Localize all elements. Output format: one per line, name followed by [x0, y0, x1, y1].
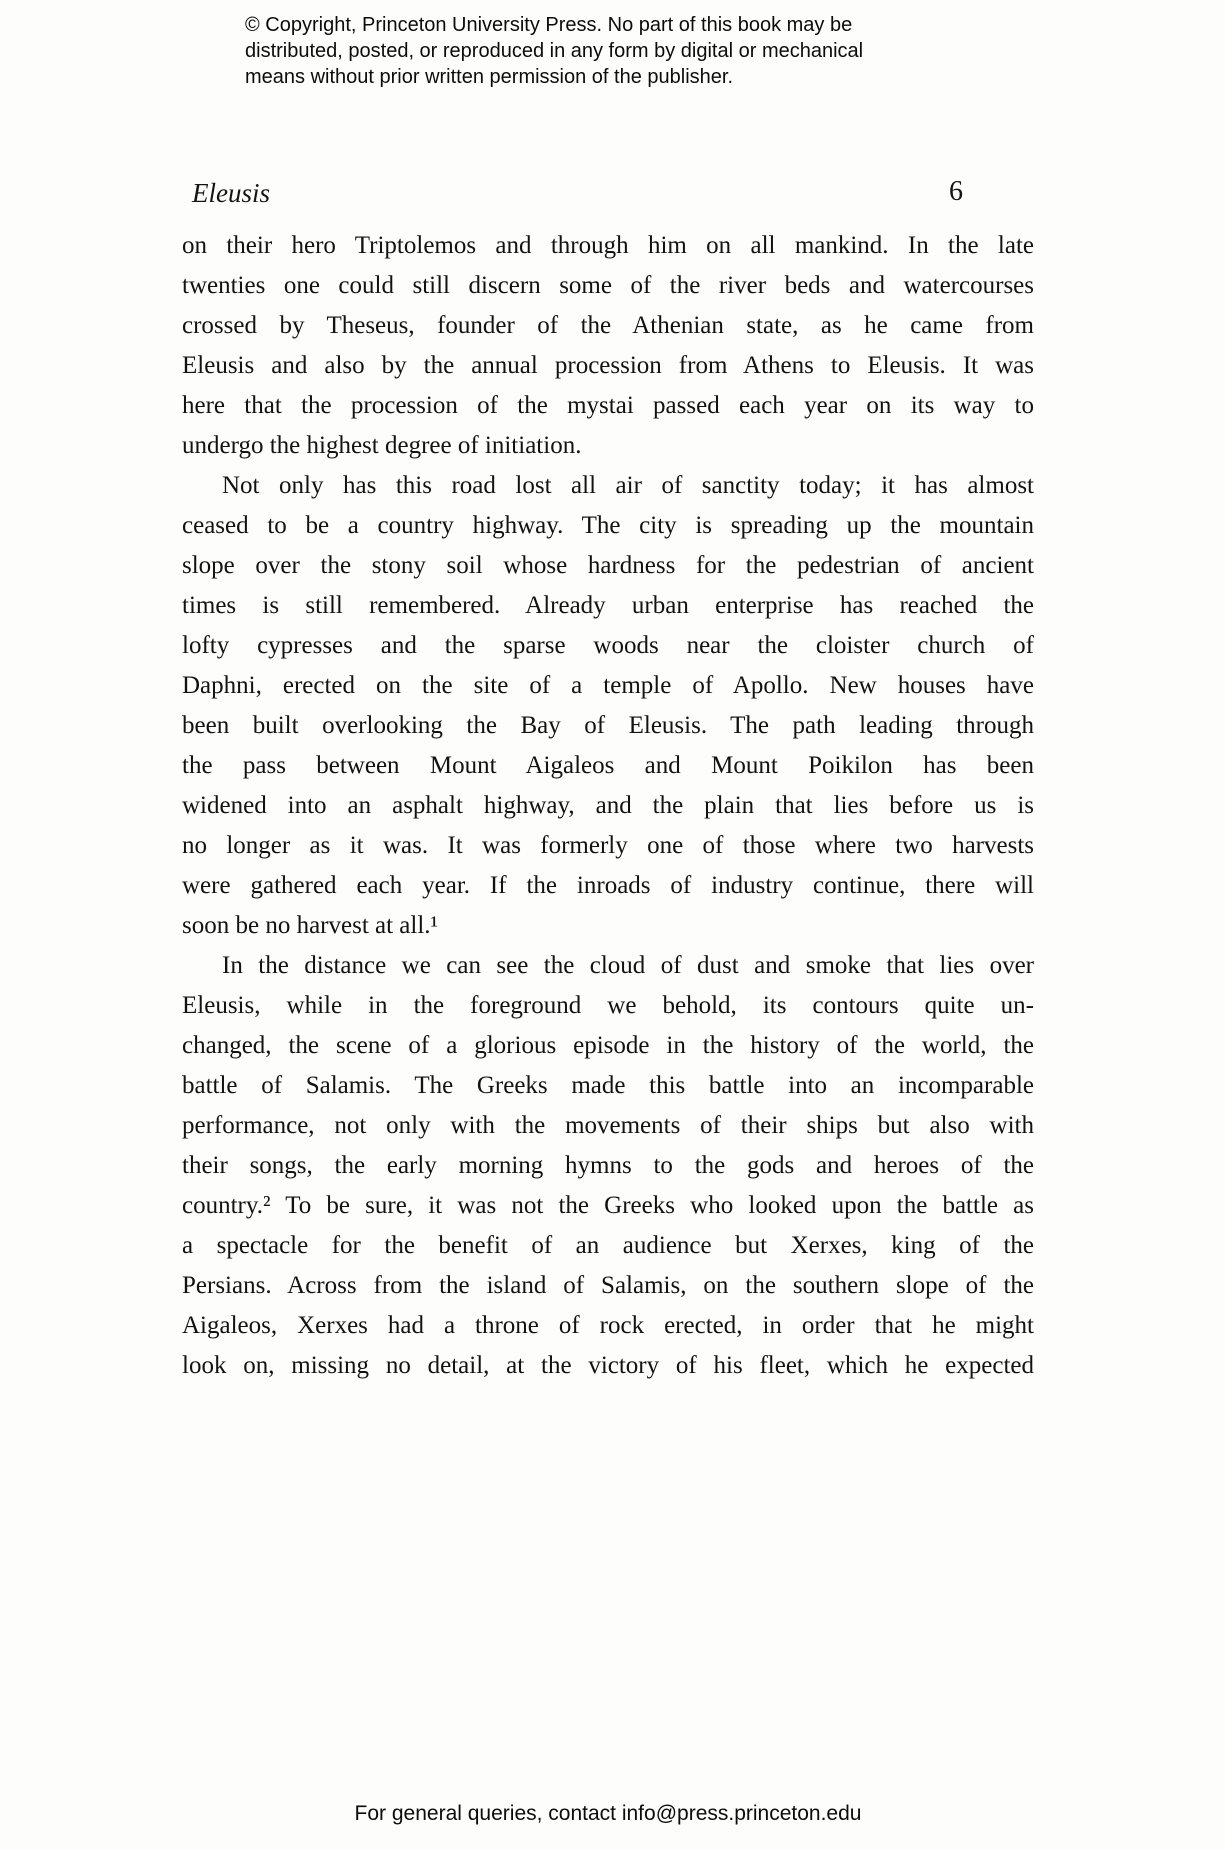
- copyright-notice: [245, 12, 1005, 90]
- text-line: undergo the highest degree of initiation.: [182, 432, 582, 459]
- text-line: twenties one could still discern some of the river beds and watercourses: [182, 272, 1034, 299]
- text-line: In the distance we can see the cloud of dust and smoke that lies over: [222, 952, 1034, 979]
- text-line: Not only has this road lost all air of sanctity today; it has almost: [222, 472, 1034, 499]
- text-line: on their hero Triptolemos and through him on all mankind. In the late: [182, 232, 1034, 259]
- text-line: battle of Salamis. The Greeks made this battle into an incomparable: [182, 1072, 1034, 1099]
- paragraph: [182, 946, 1034, 1386]
- footer-text: For general queries, contact info@press.princeton.edu: [354, 1802, 862, 1825]
- text-line: crossed by Theseus, founder of the Athenian state, as he came from: [182, 312, 1034, 339]
- text-line: been built overlooking the Bay of Eleusis. The path leading through: [182, 712, 1034, 739]
- text-line: lofty cypresses and the sparse woods near the cloister church of: [182, 632, 1034, 659]
- text-line: Eleusis and also by the annual procession from Athens to Eleusis. It was: [182, 352, 1034, 379]
- text-line: their songs, the early morning hymns to the gods and heroes of the: [182, 1152, 1034, 1179]
- page-number: 6: [949, 176, 963, 207]
- text-line: ceased to be a country highway. The city is spreading up the mountain: [182, 512, 1034, 539]
- text-line: Daphni, erected on the site of a temple of Apollo. New houses have: [182, 672, 1034, 699]
- text-line: performance, not only with the movements of their ships but also with: [182, 1112, 1034, 1139]
- text-line: no longer as it was. It was formerly one of those where two harvests: [182, 832, 1034, 859]
- body-text: [182, 226, 1034, 1386]
- page-footer: [182, 1800, 1034, 1827]
- text-line: look on, missing no detail, at the victory of his fleet, which he expected: [182, 1352, 1034, 1379]
- copyright-line: means without prior written permission of the publisher.: [245, 66, 734, 88]
- paragraph: [182, 226, 1034, 466]
- copyright-line: © Copyright, Princeton University Press. No part of this book may be: [245, 14, 853, 36]
- text-line: Persians. Across from the island of Salamis, on the southern slope of the: [182, 1272, 1034, 1299]
- text-line: slope over the stony soil whose hardness for the pedestrian of ancient: [182, 552, 1034, 579]
- text-line: here that the procession of the mystai passed each year on its way to: [182, 392, 1034, 419]
- text-line: were gathered each year. If the inroads of industry continue, there will: [182, 872, 1034, 899]
- text-line: widened into an asphalt highway, and the plain that lies before us is: [182, 792, 1034, 819]
- text-line: country.² To be sure, it was not the Greeks who looked upon the battle as: [182, 1192, 1034, 1219]
- text-line: Eleusis, while in the foreground we behold, its contours quite un-: [182, 992, 1034, 1019]
- text-line: the pass between Mount Aigaleos and Mount Poikilon has been: [182, 752, 1034, 779]
- text-line: changed, the scene of a glorious episode in the history of the world, the: [182, 1032, 1034, 1059]
- running-title: Eleusis: [192, 178, 270, 208]
- text-line: times is still remembered. Already urban enterprise has reached the: [182, 592, 1034, 619]
- copyright-line: distributed, posted, or reproduced in any form by digital or mechanical: [245, 40, 864, 62]
- paragraph: [182, 466, 1034, 946]
- text-line: Aigaleos, Xerxes had a throne of rock erected, in order that he might: [182, 1312, 1034, 1339]
- text-line: soon be no harvest at all.¹: [182, 912, 439, 939]
- text-line: a spectacle for the benefit of an audience but Xerxes, king of the: [182, 1232, 1034, 1259]
